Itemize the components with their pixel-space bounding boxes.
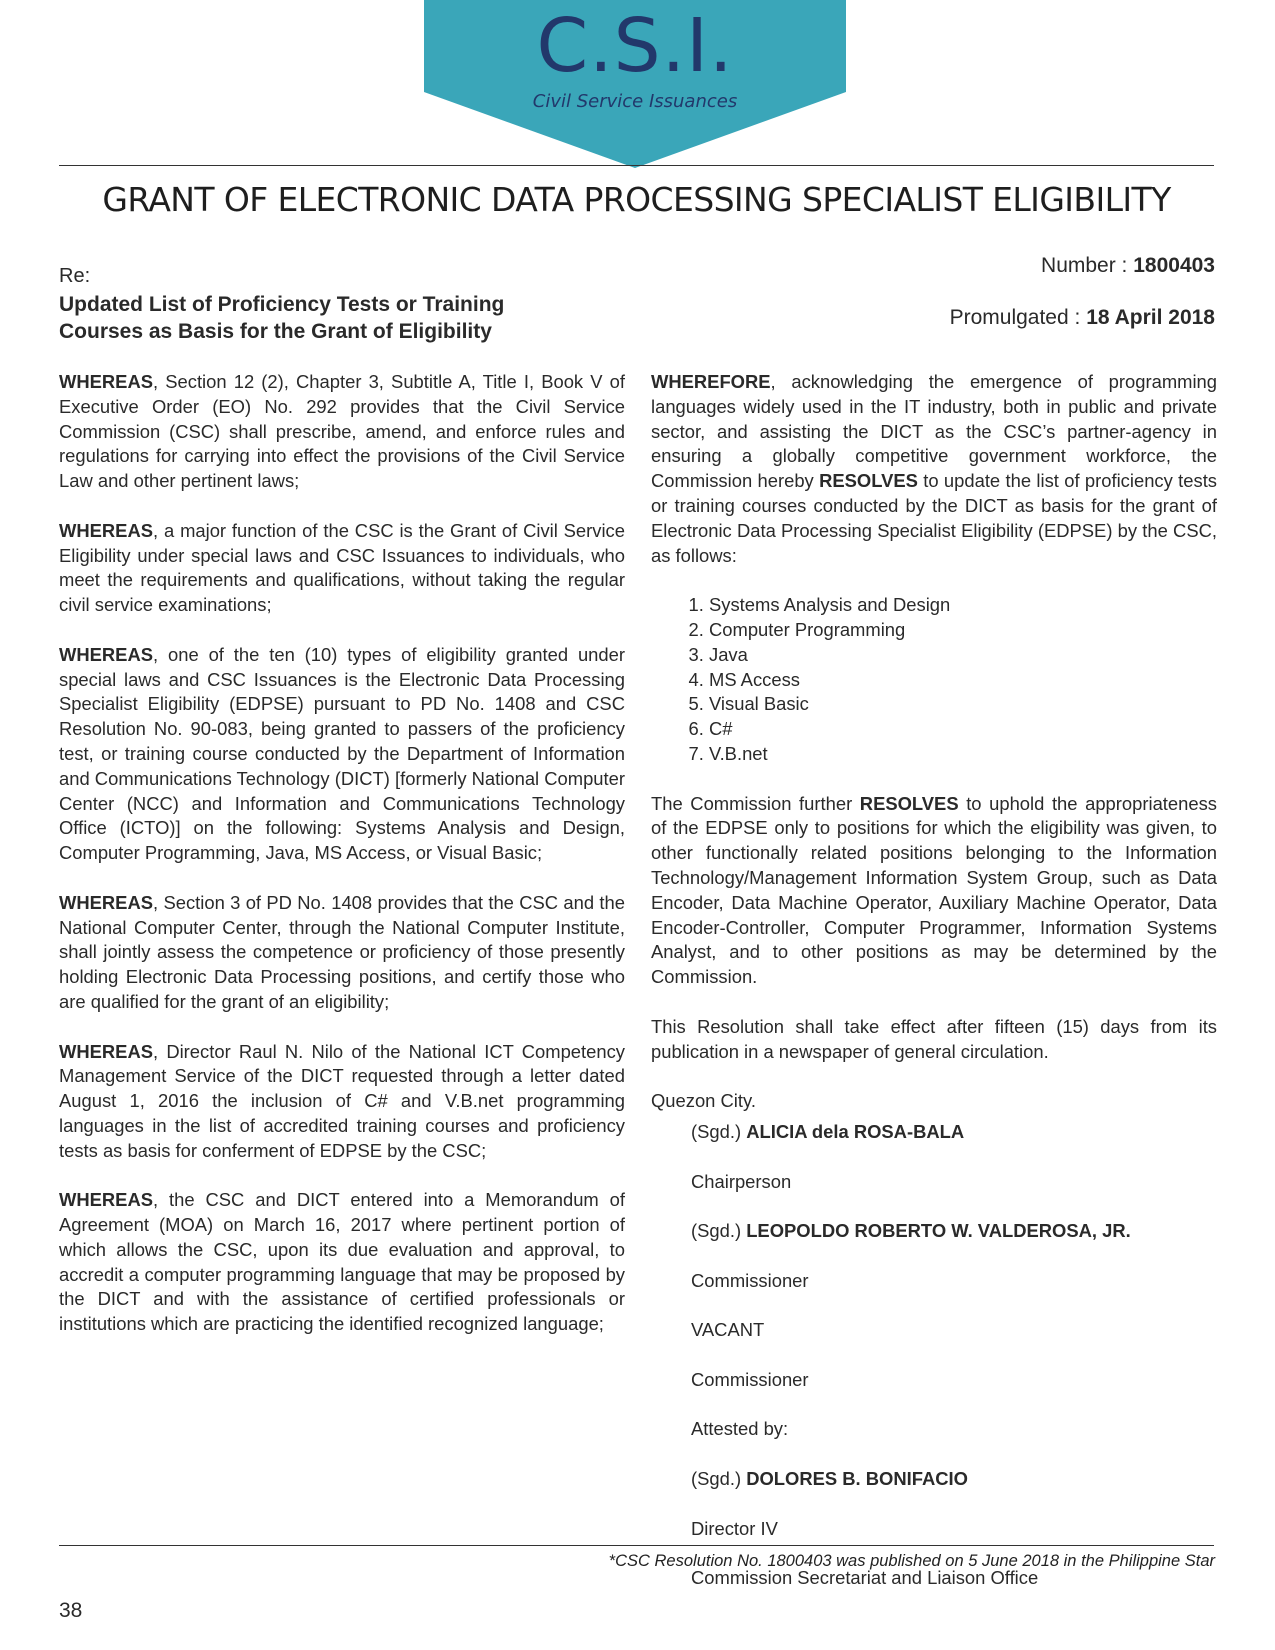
course-list [651, 593, 1217, 767]
course-item: 3. Java [709, 643, 1217, 668]
whereas-lead: WHEREAS [59, 519, 154, 541]
signatory-block [651, 1318, 1217, 1392]
whereas-lead: WHEREAS [59, 1189, 154, 1211]
re-label: Re: [59, 265, 91, 287]
attested-name: DOLORES B. BONIFACIO [746, 1468, 968, 1490]
course-item: 2. Computer Programming [709, 618, 1217, 643]
signatory-name-line [651, 1219, 1217, 1244]
header-rule [59, 165, 1214, 166]
wherefore-paragraph [651, 370, 1217, 568]
re-subject: Updated List of Proficiency Tests or Training Courses as Basis for the Grant of Eligibility [59, 293, 505, 343]
whereas-lead: WHEREAS [59, 891, 154, 913]
course-item: 6. C# [709, 717, 1217, 742]
sgd-label: (Sgd.) [691, 1120, 747, 1142]
signatory-name: ALICIA dela ROSA-BALA [746, 1120, 965, 1142]
attested-office: Commission Secretariat and Liaison Office [691, 1567, 1039, 1589]
signatory-name: VACANT [691, 1319, 765, 1341]
resolves-keyword: RESOLVES [859, 792, 959, 814]
whereas-text: , Section 12 (2), Chapter 3, Subtitle A, Title I, Book V of Executive Order (EO) No. 292 provides that the Civil Service Commission (CSC) shall prescribe, amend, and enforce rules and regulations for carrying into effect the provisions of the Civil Service Law and other pertinent laws; [59, 371, 625, 492]
whereas-text: , Section 3 of PD No. 1408 provides that the CSC and the National Computer Center, through the National Computer Institute, shall jointly assess the competence or proficiency of those presently holding Electronic Data Processing positions, and certify those who are qualified for the grant of an eligibility; [59, 891, 625, 1012]
promulgated-date [950, 306, 1215, 330]
whereas-text: , Director Raul N. Nilo of the National ICT Competency Management Service of the DICT requested through a letter dated August 1, 2016 the inclusion of C# and V.B.net programming languages in the list of accredited training courses and proficiency tests as basis for conferment of EDPSE by the CSC; [59, 1040, 625, 1161]
whereas-paragraph [59, 643, 625, 866]
page-title: GRANT OF ELECTRONIC DATA PROCESSING SPECIALIST ELIGIBILITY [102, 180, 1171, 219]
promulgated-label: Promulgated : [949, 306, 1081, 329]
signatory-role: Chairperson [691, 1170, 792, 1192]
attested-name-line [651, 1467, 1217, 1492]
csi-logo-subtitle: Civil Service Issuances [532, 91, 738, 112]
further-text: The Commission further [651, 792, 860, 814]
place-line: Quezon City. [651, 1090, 756, 1112]
effectivity-paragraph: This Resolution shall take effect after fifteen (15) days from its publication in a newspaper of general circulation. [651, 1015, 1217, 1062]
whereas-paragraph [59, 1040, 625, 1164]
whereas-lead: WHEREAS [59, 1040, 154, 1062]
sgd-label: (Sgd.) [691, 1220, 747, 1242]
whereas-text: , one of the ten (10) types of eligibility granted under special laws and CSC Issuances is the Electronic Data Processing Specialist Eligibility (EDPSE) pursuant to PD No. 1408 and CSC Resolution No. 90-083, being granted to passers of the proficiency test, or training course conducted by the Department of Information and Communications Technology (DICT) [formerly National Computer Center (NCC) and Information and Communications Technology Office (ICTO)] on the following: Systems Analysis and Design, Computer Programming, Java, MS Access, or Visual Basic; [59, 643, 625, 864]
whereas-text: , the CSC and DICT entered into a Memorandum of Agreement (MOA) on March 16, 2017 where pertinent portion of which allows the CSC, upon its due evaluation and approval, to accredit a computer programming language that may be proposed by the DICT and with the assistance of certified professionals or institutions which are practicing the identified recognized language; [59, 1189, 625, 1335]
csi-logo-title: C.S.I. [536, 3, 734, 89]
course-item: 1. Systems Analysis and Design [709, 593, 1217, 618]
whereas-paragraph [59, 1188, 625, 1337]
whereas-paragraph [59, 891, 625, 1015]
further-resolves-paragraph [651, 792, 1217, 990]
course-item: 7. V.B.net [709, 742, 1217, 767]
further-text: to uphold the appropriateness of the EDPSE only to positions for which the eligibility was given, to other functionally related positions belonging to the Information Technology/Management Information System Group, such as Data Encoder, Data Machine Operator, Auxiliary Machine Operator, Data Encoder-Controller, Computer Programmer, Information Systems Analyst, and to other positions as may be determined by the Commission. [651, 792, 1217, 988]
signatory-name-line [651, 1120, 1217, 1145]
whereas-text: , a major function of the CSC is the Grant of Civil Service Eligibility under special laws and CSC Issuances to individuals, who meet the requirements and qualifications, without taking the regular civil service examinations; [59, 519, 625, 616]
whereas-lead: WHEREAS [59, 371, 154, 392]
publication-footnote: *CSC Resolution No. 1800403 was published on 5 June 2018 in the Philippine Star [608, 1552, 1215, 1570]
left-column [59, 370, 625, 1362]
footer-rule [59, 1545, 1214, 1546]
signatory-name-line [651, 1318, 1217, 1343]
signatory-name: LEOPOLDO ROBERTO W. VALDEROSA, JR. [746, 1220, 1131, 1242]
signatory-role: Commissioner [691, 1368, 809, 1390]
attested-label: Attested by: [691, 1418, 789, 1440]
wherefore-text: , acknowledging the emergence of programming languages widely used in the IT industry, both in public and private sector, and assisting the DICT as the CSC’s partner-agency in ensuring a globally competitive government workforce, the Commission hereby [651, 371, 1217, 492]
signatory-block [651, 1120, 1217, 1194]
sgd-label: (Sgd.) [691, 1468, 747, 1490]
resolves-keyword: RESOLVES [819, 470, 918, 492]
page-number: 38 [59, 1599, 83, 1622]
right-column [651, 370, 1217, 1616]
course-item: 4. MS Access [709, 668, 1217, 693]
promulgated-value: 18 April 2018 [1086, 306, 1215, 329]
course-item: 5. Visual Basic [709, 692, 1217, 717]
resolution-number [1041, 254, 1215, 278]
whereas-paragraph [59, 370, 625, 494]
wherefore-lead: WHEREFORE [651, 371, 771, 392]
signatory-block [651, 1219, 1217, 1293]
whereas-paragraph [59, 519, 625, 618]
whereas-lead: WHEREAS [59, 643, 154, 665]
number-label: Number : [1041, 254, 1128, 277]
wherefore-text: to update the list of proficiency tests or training courses conducted by the DICT as basis for the grant of Electronic Data Processing Specialist Eligibility (EDPSE) by the CSC, as follows: [651, 470, 1217, 566]
signatory-role: Commissioner [691, 1269, 809, 1291]
attested-role: Director IV [691, 1517, 778, 1539]
number-value: 1800403 [1133, 254, 1215, 277]
